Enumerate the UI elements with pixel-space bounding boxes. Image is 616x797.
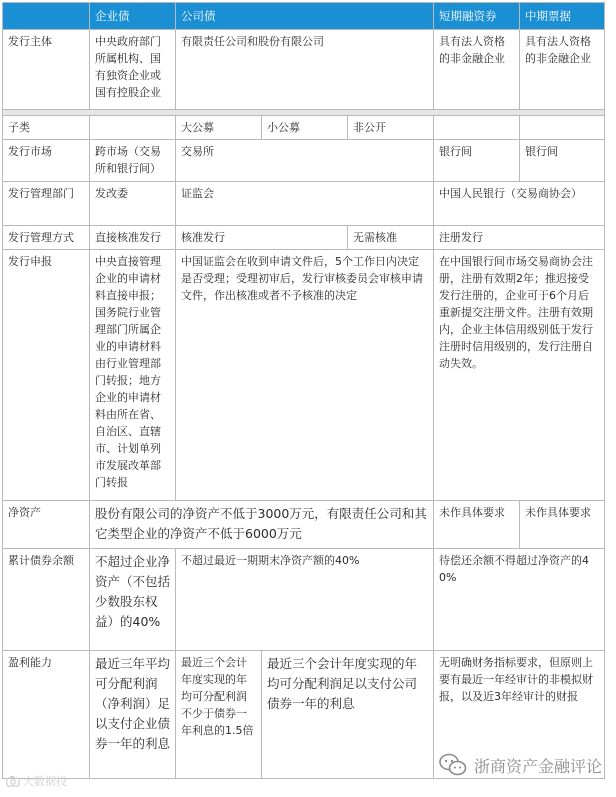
- cell-net-assets-merged: 股份有限公司的净资产不低于3000万元，有限责任公司和其它类型企业的净资产不低于6000万元: [90, 501, 434, 549]
- row-label-filing: 发行申报: [3, 250, 90, 501]
- row-label-balance: 累计债券余额: [3, 549, 90, 651]
- cell-regulator-pbc: 中国人民银行（交易商协会）: [434, 182, 605, 226]
- cell-issuer-corporate: 有限责任公司和股份有限公司: [176, 30, 434, 110]
- row-label-issuer: 发行主体: [3, 30, 90, 110]
- cell-method-pbc: 注册发行: [434, 226, 605, 250]
- cell-filing-corporate: 中国证监会在收到申请文件后，5个工作日内决定是否受理；受理初审后，发行审核委员会审核申请文件，作出核准或者不予核准的决定: [176, 250, 434, 501]
- row-filing: [3, 250, 605, 501]
- cell-issuer-medium-term: 具有法人资格的非金融企业: [520, 30, 605, 110]
- row-method: [3, 226, 605, 250]
- wechat-icon: [438, 752, 468, 778]
- cell-regulator-enterprise: 发改委: [90, 182, 176, 226]
- cell-profit-corporate-small: 最近三个会计年度实现的年均可分配利润足以支付公司债券一年的利息: [262, 651, 434, 779]
- cell-regulator-corporate: 证监会: [176, 182, 434, 226]
- cell-market-short-term: 银行间: [434, 140, 520, 182]
- cell-market-enterprise: 跨市场（交易所和银行间）: [90, 140, 176, 182]
- row-label-subtype: 子类: [3, 116, 90, 140]
- header-row: [3, 3, 605, 30]
- cell-balance-enterprise: 不超过企业净资产（不包括少数股东权益）的40%: [90, 549, 176, 651]
- cell-method-corporate: 核准发行: [176, 226, 348, 250]
- cell-subtype-small-public: 小公募: [262, 116, 348, 140]
- row-label-net-assets: 净资产: [3, 501, 90, 549]
- row-label-profit: 盈利能力: [3, 651, 90, 779]
- row-net-assets: [3, 501, 605, 549]
- cell-subtype-short-term: [434, 116, 520, 140]
- cell-filing-enterprise: 中央直接管理企业的申请材料直接申报；国务院行业管理部门所属企业的申请材料由行业管理部门转报；地方企业的申请材料由所在省、自治区、直辖市、计划单列市发展改革部门转报: [90, 250, 176, 501]
- cell-net-assets-medium-term: 未作具体要求: [520, 501, 605, 549]
- row-regulator: [3, 182, 605, 226]
- row-issuer: [3, 30, 605, 110]
- header-blank: [3, 3, 90, 30]
- camera-icon: [6, 774, 20, 788]
- cell-subtype-medium-term: [520, 116, 605, 140]
- watermark-left: [6, 773, 67, 789]
- cell-subtype-large-public: 大公募: [176, 116, 262, 140]
- cell-method-private: 无需核准: [348, 226, 434, 250]
- watermark-right-text: 浙商资产金融评论: [473, 756, 602, 776]
- row-balance: [3, 549, 605, 651]
- cell-market-corporate: 交易所: [176, 140, 434, 182]
- watermark-right: [438, 752, 602, 778]
- cell-issuer-short-term: 具有法人资格的非金融企业: [434, 30, 520, 110]
- cell-profit-pbc: 无明确财务指标要求，但原则上要有最近一年经审计的非模拟财报，以及近3年经审计的财报: [434, 651, 605, 779]
- cell-balance-corporate: 不超过最近一期期末净资产额的40%: [176, 549, 434, 651]
- cell-profit-corporate-public: 最近三个会计年度实现的年均可分配利润不少于债券一年利息的1.5倍: [176, 651, 262, 779]
- cell-net-assets-short-term: 未作具体要求: [434, 501, 520, 549]
- cell-filing-pbc: 在中国银行间市场交易商协会注册，注册有效期2年；推迟接受发行注册的，企业可于6个月后重新提交注册文件。注册有效期内，企业主体信用级别低于发行注册时信用级别的，发行注册自动失效。: [434, 250, 605, 501]
- header-enterprise-bond: 企业债: [90, 3, 176, 30]
- row-label-market: 发行市场: [3, 140, 90, 182]
- cell-profit-enterprise: 最近三年平均可分配利润（净利润）足以支付企业债券一年的利息: [90, 651, 176, 779]
- row-subtype: [3, 116, 605, 140]
- row-label-method: 发行管理方式: [3, 226, 90, 250]
- cell-balance-pbc: 待偿还余额不得超过净资产的40%: [434, 549, 605, 651]
- row-market: [3, 140, 605, 182]
- bond-comparison-table: [2, 2, 605, 779]
- cell-market-medium-term: 银行间: [520, 140, 605, 182]
- cell-method-enterprise: 直接核准发行: [90, 226, 176, 250]
- cell-subtype-private: 非公开: [348, 116, 434, 140]
- header-corporate-bond: 公司债: [176, 3, 434, 30]
- row-label-regulator: 发行管理部门: [3, 182, 90, 226]
- header-short-term-note: 短期融资券: [434, 3, 520, 30]
- cell-issuer-enterprise: 中央政府部门所属机构、国有独资企业或国有控股企业: [90, 30, 176, 110]
- cell-subtype-enterprise: [90, 116, 176, 140]
- watermark-left-text: 大数据投: [23, 775, 67, 788]
- header-medium-term-note: 中期票据: [520, 3, 605, 30]
